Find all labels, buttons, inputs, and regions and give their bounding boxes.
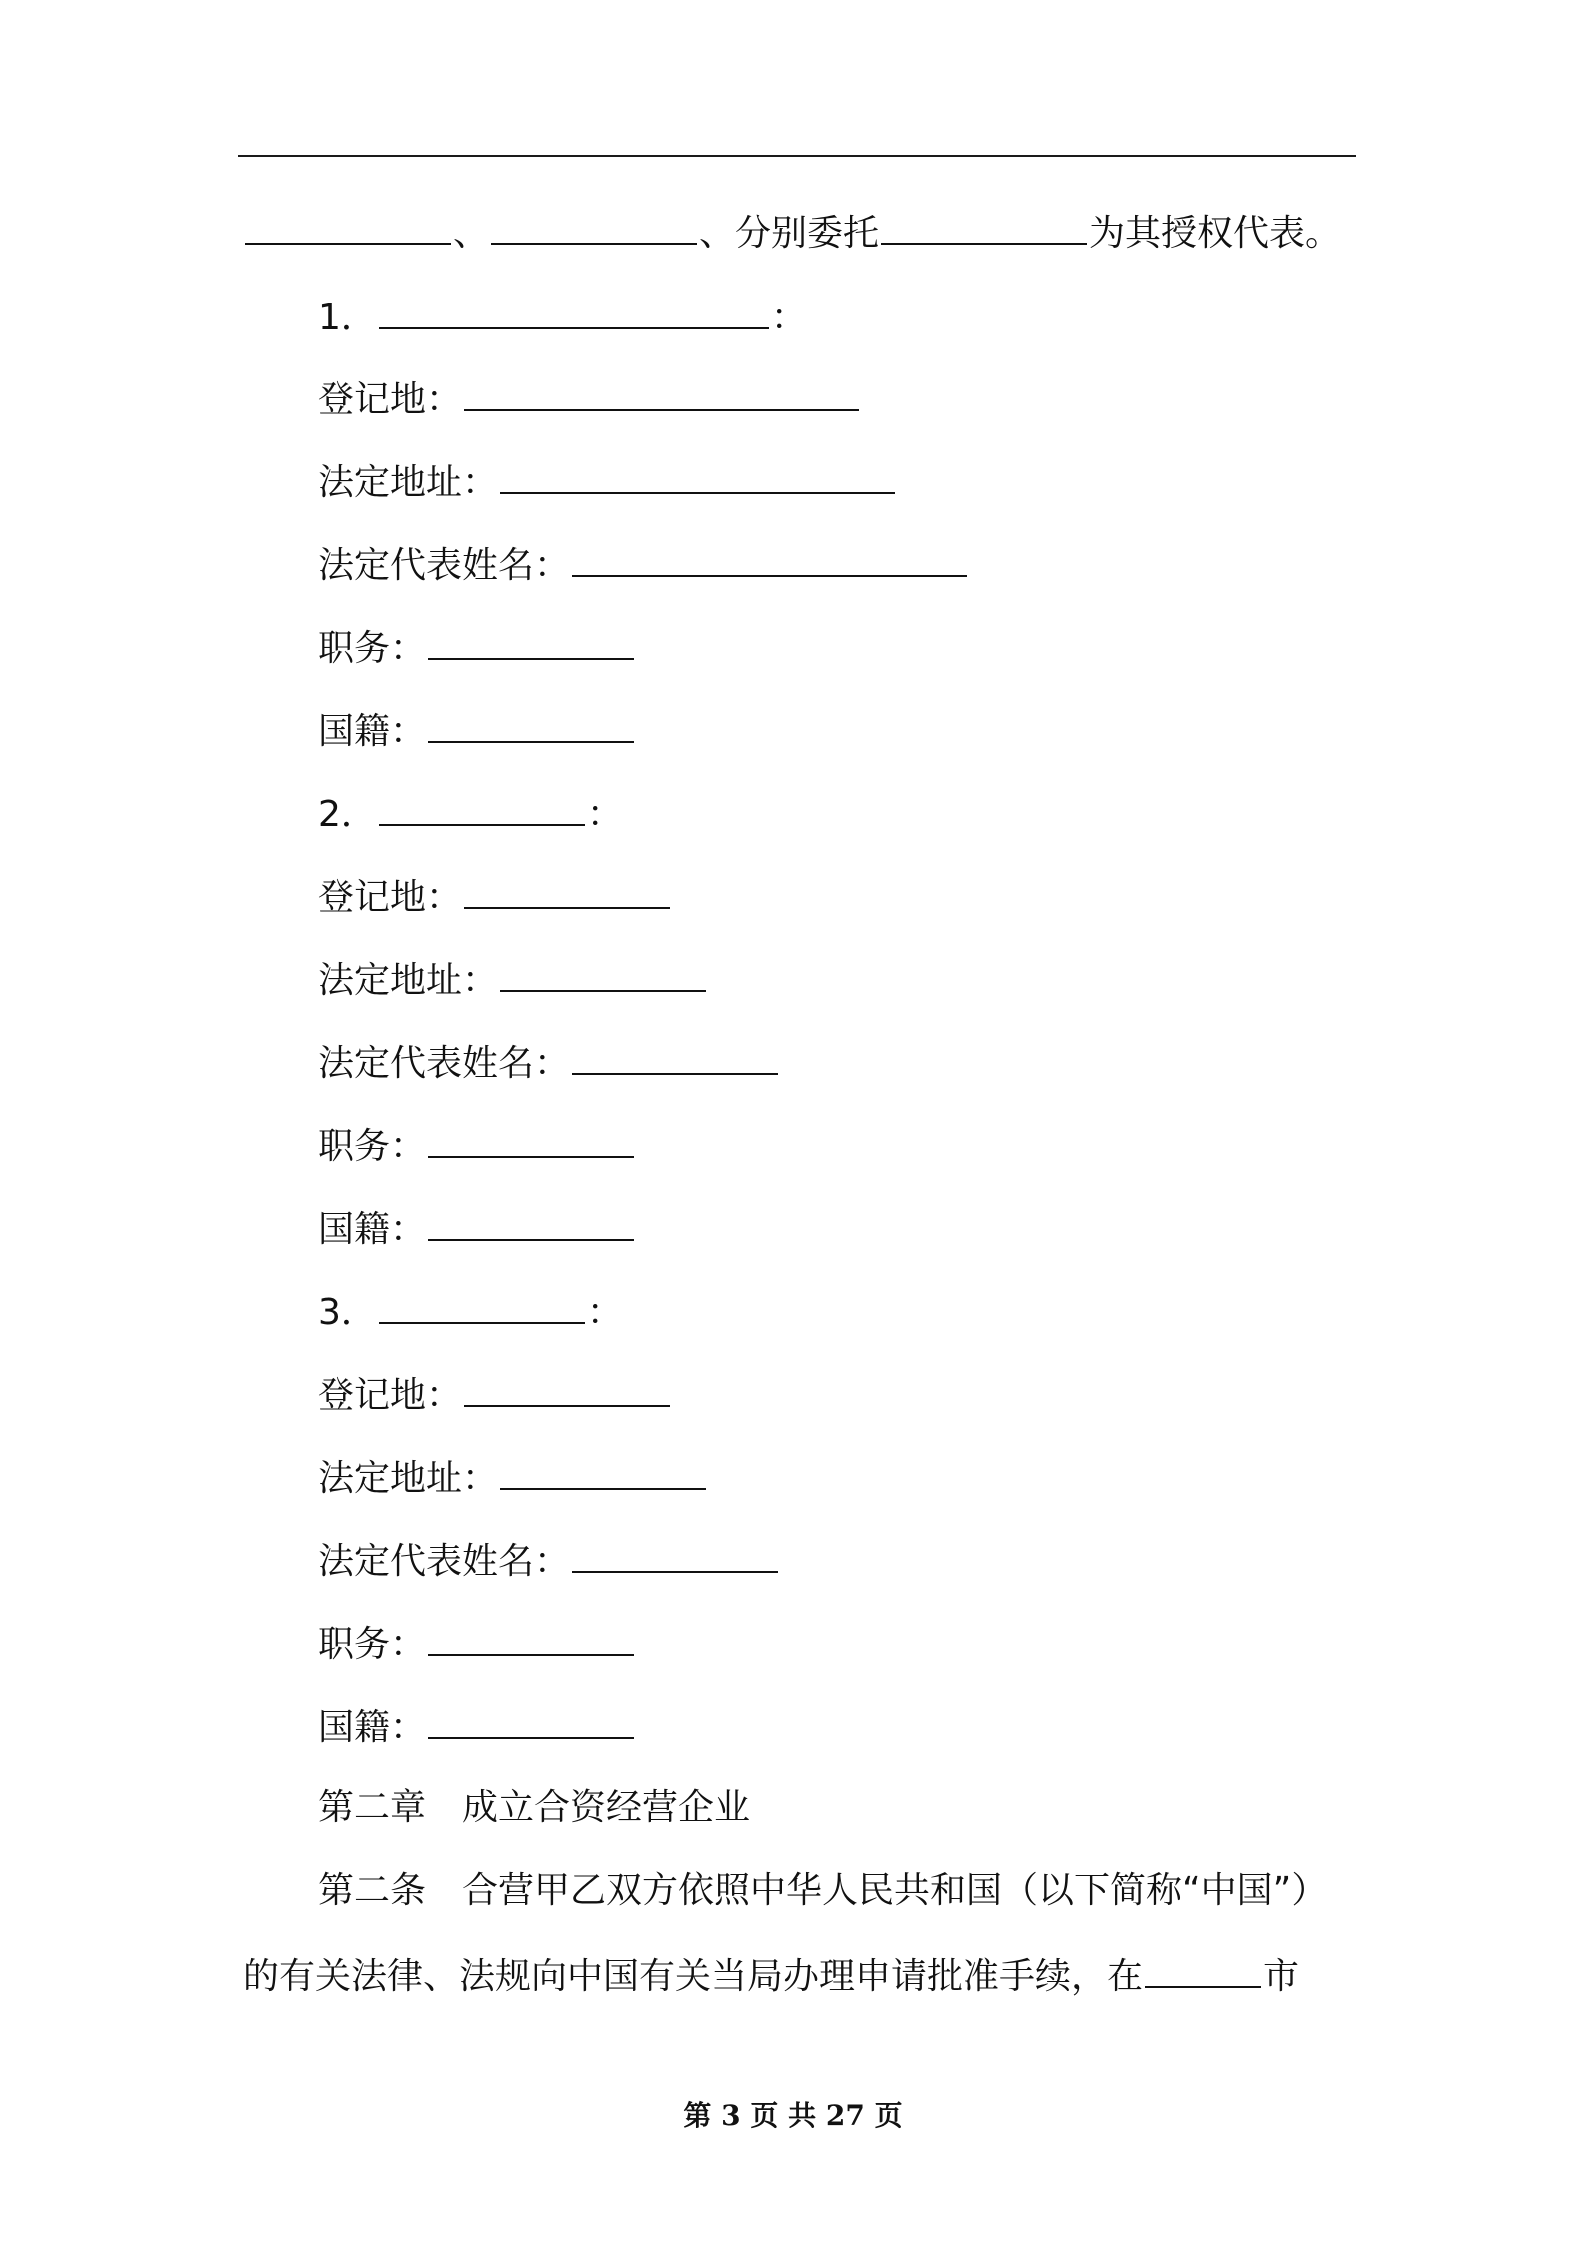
field-label: 国籍： bbox=[318, 1707, 427, 1748]
field-blank bbox=[428, 1620, 634, 1656]
field-blank bbox=[500, 458, 895, 494]
intro-line bbox=[243, 209, 1341, 256]
field-label: 法定地址： bbox=[318, 960, 499, 1001]
article-label: 第二条 bbox=[318, 1870, 427, 1911]
field-blank bbox=[464, 375, 859, 411]
field-blank bbox=[428, 624, 634, 660]
blank-representative bbox=[881, 209, 1087, 245]
field-blank bbox=[428, 1205, 634, 1241]
party-2-field-address bbox=[318, 956, 708, 1003]
article-text-2: 的有关法律、法规向中国有关当局办理申请批准手续，在 bbox=[243, 1956, 1144, 1997]
party-1-field-nationality bbox=[318, 707, 636, 754]
party-3-heading bbox=[318, 1288, 623, 1335]
blank-party-a bbox=[245, 209, 451, 245]
article-line-2 bbox=[243, 1952, 1299, 1999]
party-1-field-legal-rep bbox=[318, 541, 969, 588]
page-number: 第 3 页 共 27 页 bbox=[683, 2099, 903, 2132]
party-3-field-nationality bbox=[318, 1703, 636, 1750]
chapter-heading bbox=[318, 1786, 750, 1830]
field-blank bbox=[500, 956, 706, 992]
field-label: 国籍： bbox=[318, 711, 427, 752]
party-number: 3． bbox=[318, 1292, 377, 1333]
party-2-field-legal-rep bbox=[318, 1039, 780, 1086]
party-1-field-address bbox=[318, 458, 897, 505]
party-2-field-registration bbox=[318, 873, 672, 920]
party-1-field-registration bbox=[318, 375, 861, 422]
intro-tail: 为其授权代表。 bbox=[1089, 213, 1342, 254]
field-blank bbox=[464, 1371, 670, 1407]
field-blank bbox=[572, 541, 967, 577]
field-label: 职务： bbox=[318, 1624, 427, 1665]
field-blank bbox=[464, 873, 670, 909]
field-label: 国籍： bbox=[318, 1209, 427, 1250]
field-label: 法定地址： bbox=[318, 462, 499, 503]
party-number: 1． bbox=[318, 297, 377, 338]
party-2-field-nationality bbox=[318, 1205, 636, 1252]
field-blank bbox=[428, 1703, 634, 1739]
article-line-1 bbox=[318, 1869, 1327, 1913]
field-label: 登记地： bbox=[318, 877, 463, 918]
blank-city bbox=[1145, 1952, 1261, 1988]
blank-party-name bbox=[379, 790, 585, 826]
article-text-1: 合营甲乙双方依照中华人民共和国（以下简称“中国”） bbox=[462, 1870, 1328, 1911]
field-label: 法定代表姓名： bbox=[318, 545, 571, 586]
blank-party-name bbox=[379, 1288, 585, 1324]
party-2-heading bbox=[318, 790, 623, 837]
party-colon: ： bbox=[586, 794, 623, 835]
article-text-2-tail: 市 bbox=[1263, 1956, 1300, 1997]
party-3-field-position bbox=[318, 1620, 636, 1667]
field-label: 法定地址： bbox=[318, 1458, 499, 1499]
chapter-label: 第二章 bbox=[318, 1787, 427, 1828]
party-3-field-registration bbox=[318, 1371, 672, 1418]
party-3-field-address bbox=[318, 1454, 708, 1501]
field-blank bbox=[572, 1537, 778, 1573]
party-colon: ： bbox=[770, 297, 807, 338]
party-colon: ： bbox=[586, 1292, 623, 1333]
field-label: 职务： bbox=[318, 628, 427, 669]
party-number: 2． bbox=[318, 794, 377, 835]
field-label: 职务： bbox=[318, 1126, 427, 1167]
field-blank bbox=[500, 1454, 706, 1490]
intro-sep-2: 、分别委托 bbox=[699, 213, 880, 254]
intro-sep-1: 、 bbox=[453, 213, 490, 254]
party-1-field-position bbox=[318, 624, 636, 671]
field-label: 法定代表姓名： bbox=[318, 1541, 571, 1582]
blank-party-b bbox=[491, 209, 697, 245]
chapter-title: 成立合资经营企业 bbox=[462, 1787, 751, 1828]
field-blank bbox=[428, 1122, 634, 1158]
blank-party-name bbox=[379, 293, 769, 329]
party-3-field-legal-rep bbox=[318, 1537, 780, 1584]
field-blank bbox=[428, 707, 634, 743]
field-label: 法定代表姓名： bbox=[318, 1043, 571, 1084]
party-2-field-position bbox=[318, 1122, 636, 1169]
field-label: 登记地： bbox=[318, 379, 463, 420]
party-1-heading bbox=[318, 293, 807, 340]
field-blank bbox=[572, 1039, 778, 1075]
field-label: 登记地： bbox=[318, 1375, 463, 1416]
header-rule bbox=[238, 155, 1356, 157]
